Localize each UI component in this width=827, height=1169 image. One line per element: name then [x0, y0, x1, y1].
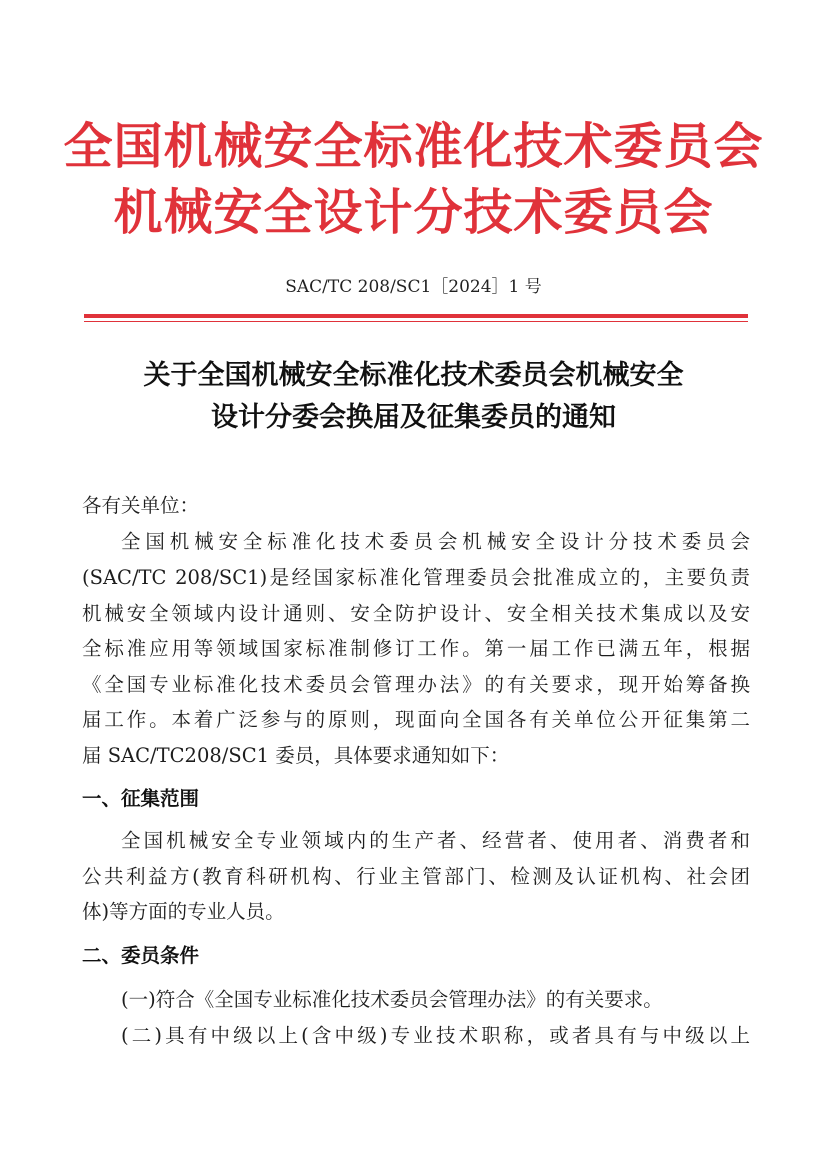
intro-line-4: 全标准应用等领域国家标准制修订工作。第一届工作已满五年，根据	[82, 637, 750, 660]
header-divider-thin	[84, 321, 748, 322]
section-1-line-2: 公共利益方(教育科研机构、行业主管部门、检测及认证机构、社会团	[82, 865, 750, 888]
intro-line-6: 届工作。本着广泛参与的原则，现面向全国各有关单位公开征集第二	[82, 708, 750, 731]
section-2-item-2: (二)具有中级以上(含中级)专业技术职称，或者具有与中级以上	[121, 1024, 750, 1047]
section-1-line-1: 全国机械安全专业领域内的生产者、经营者、使用者、消费者和	[121, 829, 750, 852]
salutation: 各有关单位：	[82, 494, 200, 517]
document-number: SAC/TC 208/SC1［2024］1 号	[285, 277, 542, 297]
section-1-line-3: 体)等方面的专业人员。	[82, 900, 285, 923]
section-1-heading: 一、征集范围	[82, 787, 200, 810]
org-name-line-1: 全国机械安全标准化技术委员会	[63, 117, 764, 175]
intro-line-2: (SAC/TC 208/SC1)是经国家标准化管理委员会批准成立的，主要负责	[82, 566, 750, 589]
intro-line-3: 机械安全领域内设计通则、安全防护设计、安全相关技术集成以及安	[82, 602, 750, 625]
intro-line-7: 届 SAC/TC208/SC1 委员，具体要求通知如下：	[82, 744, 510, 767]
intro-line-5: 《全国专业标准化技术委员会管理办法》的有关要求，现开始筹备换	[82, 673, 750, 696]
section-2-item-1: (一)符合《全国专业标准化技术委员会管理办法》的有关要求。	[121, 988, 663, 1011]
notice-title-line-2: 设计分委会换届及征集委员的通知	[211, 402, 616, 433]
section-2-heading: 二、委员条件	[82, 944, 200, 967]
intro-line-1: 全国机械安全标准化技术委员会机械安全设计分技术委员会	[121, 530, 750, 553]
org-name-line-2: 机械安全设计分技术委员会	[113, 183, 714, 241]
notice-title-line-1: 关于全国机械安全标准化技术委员会机械安全	[143, 360, 684, 391]
header-divider-thick	[84, 314, 748, 318]
